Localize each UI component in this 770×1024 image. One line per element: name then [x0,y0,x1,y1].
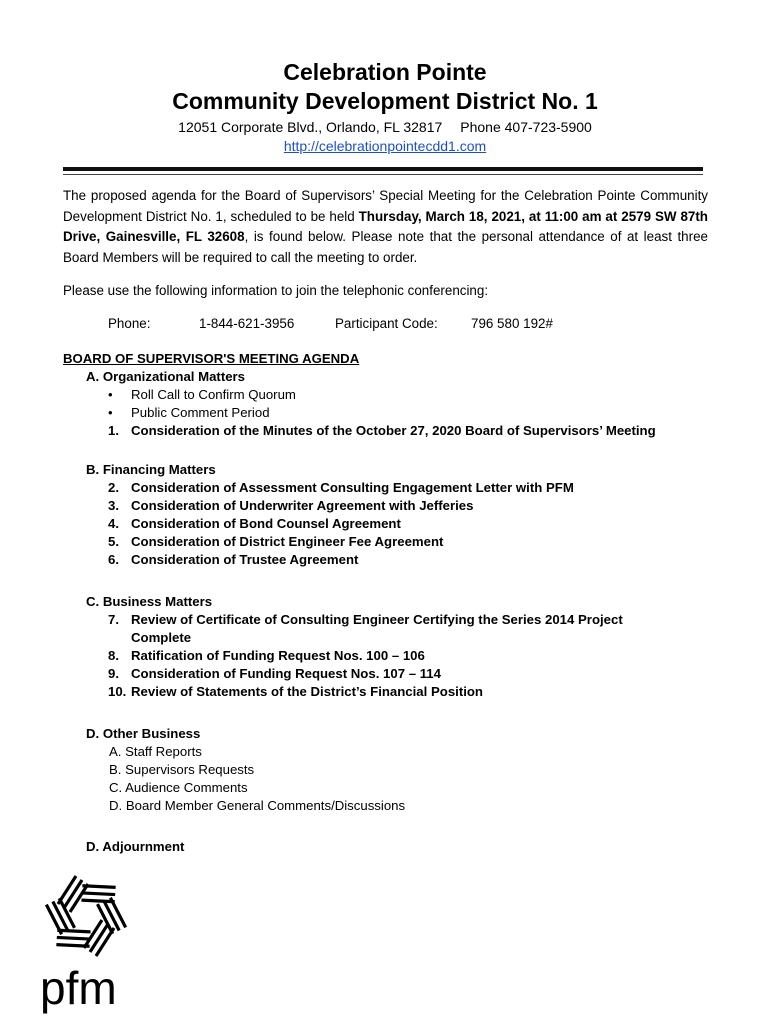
agenda [63,350,723,856]
letterhead [0,58,770,155]
section-heading-c: C. Business Matters [86,593,213,609]
section-heading-a: A. Organizational Matters [86,369,246,384]
section-heading-d: D. Other Business [86,725,201,741]
adjournment-heading: D. Adjournment [86,838,185,854]
pfm-logo-text: pfm [40,962,117,1014]
pfm-logo [36,868,136,1018]
meeting-date-location: Thursday, March 18, 2021, at 11:00 am at 2579 SW 87th Drive, Gainesville, FL 32608 [63,208,708,244]
list-item: B. Supervisors Requests [109,761,255,777]
header-divider-thick [63,167,703,171]
telephonic-instructions: Please use the following information to join the telephonic conferencing: [63,283,489,298]
district-name: Celebration Pointe [283,59,487,85]
list-item: 6. Consideration of Trustee Agreement [108,552,359,568]
phone-number: 1-844-621-3956 [199,316,295,331]
list-item: 9. Consideration of Funding Request Nos. 107 – 114 [108,666,441,682]
list-item: C. Audience Comments [109,779,248,795]
district-title: Community Development District No. 1 [172,88,598,114]
pfm-logo-mark-icon [37,872,134,960]
list-item: 2. Consideration of Assessment Consulting Engagement Letter with PFM [108,479,574,495]
list-item: 4. Consideration of Bond Counsel Agreement [108,516,401,532]
list-item: 7. Review of Certificate of Consulting Engineer Certifying the Series 2014 Project Complete [108,611,623,645]
intro-paragraph: The proposed agenda for the Board of Supervisors’ Special Meeting for the Celebration Pointe Community Development District No. 1, scheduled to be held Thursday, March 18, 2021, at 11:00 am at 2579 SW 87th Drive, Gainesville, FL 32608, is found below. Please note that the personal attendance of at least three Board Members will be required to call the meeting to order. [63,188,708,265]
website-link[interactable]: http://celebrationpointecdd1.com [283,138,487,154]
list-item: 5. Consideration of District Engineer Fee Agreement [108,534,444,550]
list-item: A. Staff Reports [109,743,202,759]
participant-code-label: Participant Code: [335,316,438,331]
contact-line [0,118,770,137]
address: 12051 Corporate Blvd., Orlando, FL 32817 [178,119,443,135]
list-item: 3. Consideration of Underwriter Agreement with Jefferies [108,497,474,513]
phone-label: Phone: [108,316,151,331]
list-item: • Roll Call to Confirm Quorum [108,387,296,402]
agenda-title: BOARD OF SUPERVISOR'S MEETING AGENDA [63,351,360,366]
list-item: D. Board Member General Comments/Discussions [109,797,406,813]
header-divider-thin [63,174,703,175]
list-item: 8. Ratification of Funding Request Nos. 100 – 106 [108,648,425,664]
phone: Phone 407-723-5900 [460,119,592,135]
list-item: 10. Review of Statements of the District’s Financial Position [108,684,483,700]
section-heading-b: B. Financing Matters [86,461,216,477]
list-item: 1. Consideration of the Minutes of the October 27, 2020 Board of Supervisors’ Meeting [108,423,656,439]
list-item: • Public Comment Period [108,405,270,421]
participant-code: 796 580 192# [471,316,553,331]
